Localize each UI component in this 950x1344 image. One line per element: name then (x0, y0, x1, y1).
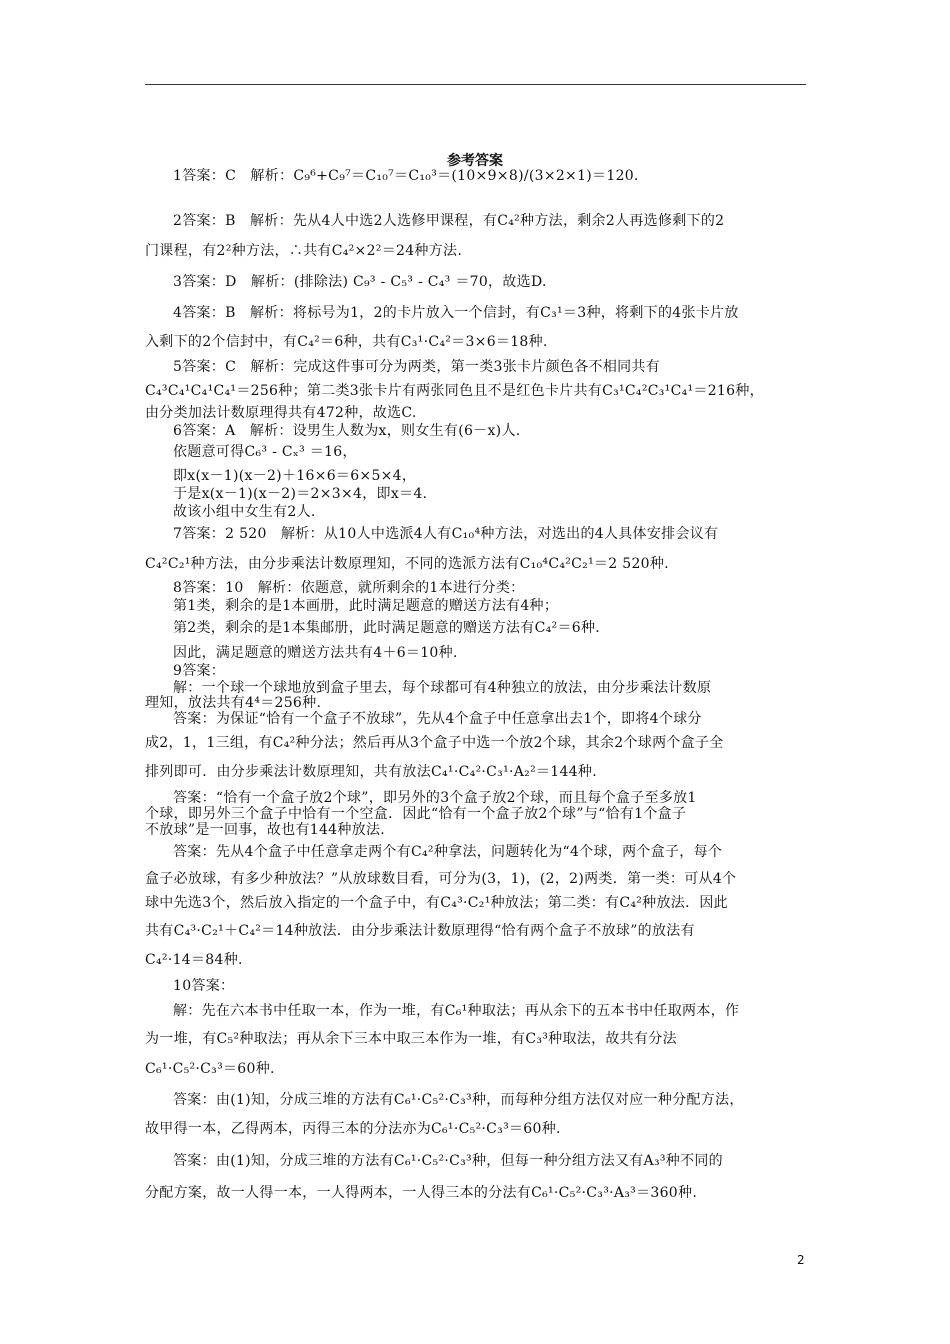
answer-line: 8答案：10 解析：依题意，就所剩余的1本进行分类： (173, 580, 525, 596)
answer-line: 故该小组中女生有2人. (173, 504, 316, 520)
answer-line: 依题意可得C₆³ - Cₓ³ ＝16， (173, 444, 357, 460)
answer-line: C₄²C₂¹种方法，由分步乘法计数原理知，不同的选派方法有C₁₀⁴C₄²C₂¹＝2 520种. (145, 556, 669, 572)
header-rule (145, 84, 806, 85)
answer-line: 排列即可．由分步乘法计数原理知，共有放法C₄¹·C₄²·C₃¹·A₂²＝144种. (145, 764, 597, 780)
answer-line: 答案：“恰有一个盒子放2个球”，即另外的3个盒子放2个球，而且每个盒子至多放1 (173, 790, 697, 806)
answer-line: 为一堆，有C₅²种取法；再从余下三本中取三本作为一堆，有C₃³种取法，故共有分法 (145, 1031, 677, 1047)
answer-line: C₄³C₄¹C₄¹C₄¹＝256种；第二类3张卡片有两张同色且不是红色卡片共有C₃¹C₄²C₃¹C₄¹＝216种， (145, 383, 764, 399)
answer-line: 答案：先从4个盒子中任意拿走两个有C₄²种拿法，问题转化为“4个球，两个盒子，每个 (173, 844, 723, 860)
answer-line: 因此，满足题意的赠送方法共有4＋6＝10种. (173, 645, 458, 661)
answer-line: C₄²·14＝84种. (145, 952, 243, 968)
answer-line: 第2类，剩余的是1本集邮册，此时满足题意的赠送方法有C₄²＝6种. (173, 620, 601, 636)
answer-line: 第1类，剩余的是1本画册，此时满足题意的赠送方法有4种； (173, 598, 559, 614)
answer-line: 4答案：B 解析：将标号为1，2的卡片放入一个信封，有C₃¹＝3种，将剩下的4张卡片放 (173, 305, 739, 321)
answer-line: 解：先在六本书中任取一本，作为一堆，有C₆¹种取法；再从余下的五本书中任取两本，作 (173, 1003, 740, 1019)
answer-line: 球中先选3个，然后放入指定的一个盒子中，有C₄³·C₂¹种放法；第二类：有C₄²种放法．因此 (145, 895, 728, 911)
answer-line: 答案：由(1)知，分成三堆的方法有C₆¹·C₅²·C₃³种，而每种分组方法仅对应一种分配方法， (173, 1092, 744, 1108)
answer-line: 门课程，有2²种方法，∴共有C₄²×2²＝24种方法. (145, 243, 463, 259)
answer-line: 即x(x－1)(x－2)＋16×6＝6×5×4， (173, 468, 417, 484)
answer-line: 7答案：2 520 解析：从10人中选派4人有C₁₀⁴种方法，对选出的4人具体安排会议有 (173, 526, 719, 542)
answer-line: 2答案：B 解析：先从4人中选2人选修甲课程，有C₄²种方法，剩余2人再选修剩下的2 (173, 213, 725, 229)
answer-line: 3答案：D 解析：(排除法) C₉³ - C₅³ - C₄³ ＝70，故选D. (173, 274, 547, 290)
answer-line: 成2，1，1三组，有C₄²种分法；然后再从3个盒子中选一个放2个球，其余2个球两个盒子全 (145, 735, 724, 751)
page-number: 2 (797, 1253, 805, 1267)
answer-line: 5答案：C 解析：完成这件事可分为两类，第一类3张卡片颜色各不相同共有 (173, 359, 661, 375)
answer-line: 于是x(x－1)(x－2)＝2×3×4，即x＝4. (173, 486, 428, 502)
answer-line: 盒子必放球，有多少种放法？”从放球数目看，可分为(3，1)，(2，2)两类．第一类：可从4个 (145, 871, 737, 887)
answer-line: 个球，即另外三个盒子中恰有一个空盒．因此“恰有一个盒子放2个球”与“恰有1个盒子 (145, 806, 687, 822)
answer-line: 共有C₄³·C₂¹＋C₄²＝14种放法．由分步乘法计数原理得“恰有两个盒子不放球”的放法有 (145, 923, 695, 939)
answer-line: 9答案： (173, 663, 226, 679)
answer-line: 不放球”是一回事，故也有144种放法. (145, 822, 386, 838)
answer-line: 故甲得一本，乙得两本，丙得三本的分法亦为C₆¹·C₅²·C₃³＝60种. (145, 1121, 561, 1137)
answer-line: 由分类加法计数原理得共有472种，故选C. (145, 405, 417, 421)
answer-line: 答案：由(1)知，分成三堆的方法有C₆¹·C₅²·C₃³种，但每一种分组方法又有A₃³种不同的 (173, 1153, 723, 1169)
answer-line: 1答案：C 解析：C₉⁶+C₉⁷＝C₁₀⁷＝C₁₀³＝(10×9×8)/(3×2×1)＝120． (173, 168, 649, 184)
page-title: 参考答案 (447, 153, 503, 169)
answer-line: 10答案： (173, 978, 235, 994)
answer-line: C₆¹·C₅²·C₃³＝60种. (145, 1061, 275, 1077)
answer-line: 答案：为保证“恰有一个盒子不放球”，先从4个盒子中任意拿出去1个，即将4个球分 (173, 711, 702, 727)
answer-line: 入剩下的2个信封中，有C₄²＝6种，共有C₃¹·C₄²＝3×6＝18种. (145, 334, 548, 350)
answer-line: 分配方案，故一人得一本，一人得两本，一人得三本的分法有C₆¹·C₅²·C₃³·A₃³＝360种. (145, 1185, 698, 1201)
answer-line: 解：一个球一个球地放到盒子里去，每个球都可有4种独立的放法，由分步乘法计数原 (173, 680, 712, 696)
answer-line: 理知，放法共有4⁴＝256种. (145, 695, 322, 711)
answer-line: 6答案：A 解析：设男生人数为x，则女生有(6－x)人. (173, 423, 521, 439)
